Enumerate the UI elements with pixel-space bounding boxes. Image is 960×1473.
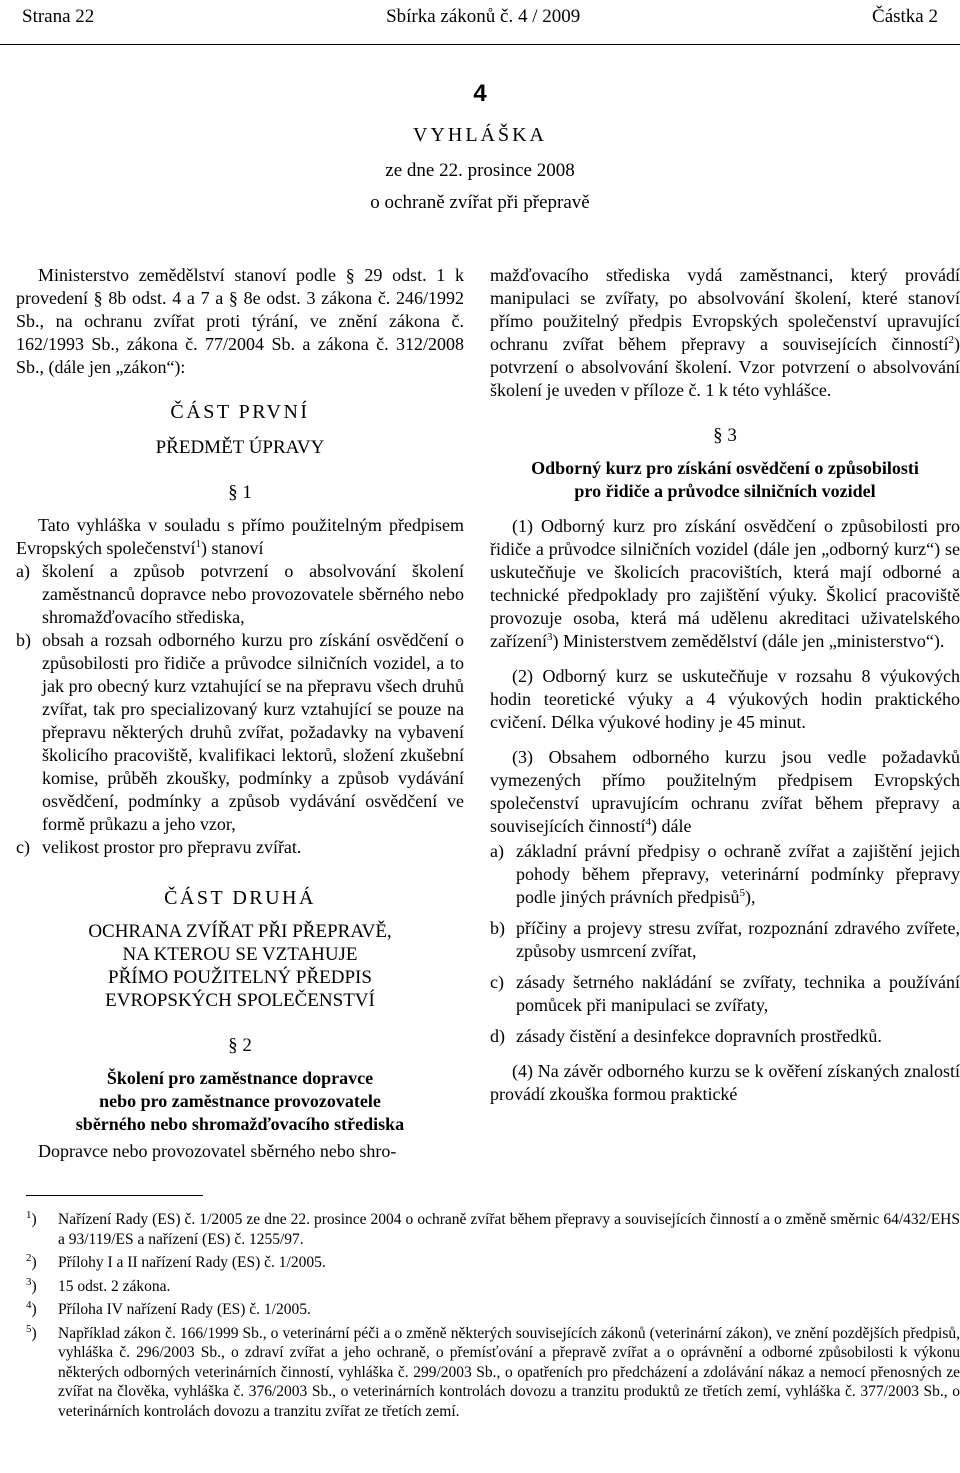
part1-title: PŘEDMĚT ÚPRAVY: [155, 437, 325, 458]
footnote-text: Nařízení Rady (ES) č. 1/2005 ze dne 22. prosince 2004 o ochraně zvířat během přepravy a souvisejících činností a o změně směrnic 64/432/EHS a 93/119/ES a nařízení (ES) č. 1255/97.: [58, 1211, 960, 1248]
footnote-rule: [26, 1195, 203, 1196]
section2-mark: § 2: [228, 1035, 252, 1056]
paragraph-1: [490, 515, 960, 653]
section3-mark: § 3: [713, 425, 737, 446]
item-text: školení a způsob potvrzení o absolvování školení zaměstnanců dopravce nebo provozovatele sběrného nebo shromažďovacího střediska,: [42, 561, 464, 627]
paragraph-3-text: (3) Obsahem odborného kurzu jsou vedle požadavků vymezených přímo použitelným předpisem Evropských společenství upravujícím ochranu zvířat během přepravy a souvisejících činností: [490, 747, 960, 836]
section2-title-line: sběrného nebo shromažďovacího střediska: [75, 1114, 405, 1134]
item-text-tail: ),: [744, 887, 756, 907]
part2-heading: ČÁST DRUHÁ: [164, 887, 316, 909]
footnote-label: $^5$): [26, 1322, 37, 1342]
section3-title: [490, 457, 960, 503]
item-text-body: základní právní předpisy o ochraně zvířat a zajištění jejich pohody během přepravy, veterinární podmínky přepravy podle jiných právních předpisů: [516, 841, 960, 907]
footnote-ref: 4: [645, 816, 651, 828]
section2-text: Dopravce nebo provozovatel sběrného nebo shro-: [38, 1141, 397, 1161]
footnote-mark: 1: [26, 1208, 32, 1221]
list-item: [16, 629, 464, 836]
item-label: d): [490, 1026, 505, 1046]
footnotes: [26, 1210, 960, 1425]
footnote-label: $^2$): [26, 1251, 37, 1271]
list-item: [490, 917, 960, 963]
left-column: [16, 264, 464, 1163]
footnote-mark: 2: [26, 1251, 32, 1264]
footnote-label: $^4$): [26, 1298, 37, 1318]
item-label: b): [16, 630, 31, 650]
footnote: [26, 1300, 960, 1320]
section2-title-line: nebo pro zaměstnance provozovatele: [99, 1091, 381, 1111]
footnote-mark: 5: [26, 1322, 32, 1335]
list-item: [490, 971, 960, 1017]
section2-title: [16, 1067, 464, 1136]
footnote-mark: 4: [26, 1298, 32, 1311]
item-label: c): [16, 837, 30, 857]
item-label: b): [490, 918, 505, 938]
section2-continuation: [490, 264, 960, 402]
paragraph-1-text: (1) Odborný kurz pro získání osvědčení o způsobilosti pro řidiče a průvodce silničních vozidel (dále jen „odborný kurz“) se uskutečňuje ve školicích pracovištích, která mají odborné a technické předpoklady pro zajištění výuky. Školicí pracoviště provozuje osoba, která má udělenu akreditaci uživatelského zařízení: [490, 516, 960, 651]
item-text: obsah a rozsah odborného kurzu pro získání osvědčení o způsobilosti pro řidiče a průvodce silničních vozidel, a to jak pro obecný kurz vztahující se na přepravu všech druhů zvířat, tak pro specializovaný kurz vztahující se pouze na přepravu některých druhů zvířat, požadavky na vybavení školicího pracoviště, kvalifikaci lektorů, složení zkušební komise, průběh zkoušky, podmínky a způsob vydávání osvědčení, podmínky a způsob vydávání osvědčení ve formě průkazu a jeho vzor,: [42, 630, 464, 834]
paragraph-3: [490, 746, 960, 838]
footnote-text: Přílohy I a II nařízení Rady (ES) č. 1/2005.: [58, 1254, 326, 1271]
running-header: [22, 6, 938, 36]
section1-mark: § 1: [228, 482, 252, 503]
page-number: Strana 22: [22, 6, 95, 27]
footnote-text: Například zákon č. 166/1999 Sb., o veterinární péči a o změně některých souvisejících zákonů (veterinární zákon), ve znění pozdějších předpisů, vyhláška č. 296/2003 Sb., o zdraví zvířat a jeho ochraně, o přemísťování a přepravě zvířat a o oprávnění a odborné způsobilosti k výkonu některých odborných veterinárních činností, vyhláška č. 299/2003 Sb., o opatřeních pro předcházení a zdolávání nákaz a nemocí přenosných ze zvířat na člověka, vyhláška č. 376/2003 Sb., o veterinárních kontrolách dovozu a tranzitu produktů ze třetích zemí, vyhláška č. 377/2003 Sb., o veterinárních kontrolách dovozu a tranzitu zvířat ze třetích zemí.: [58, 1324, 960, 1420]
footnote-ref: 2: [948, 334, 954, 346]
item-text: [516, 840, 960, 909]
paragraph-4: (4) Na závěr odborného kurzu se k ověření získaných znalostí provádí zkouška formou praktické: [490, 1061, 960, 1104]
right-column: [490, 264, 960, 1106]
item-label: c): [490, 972, 504, 992]
list-item: [490, 840, 960, 909]
part2-title-line: OCHRANA ZVÍŘAT PŘI PŘEPRAVĚ,: [88, 921, 392, 942]
item-label: a): [16, 561, 30, 581]
footnote: [26, 1253, 960, 1273]
preamble: Ministerstvo zemědělství stanoví podle § 29 odst. 1 k provedení § 8b odst. 4 a 7 a § 8e odst. 3 zákona č. 246/1992 Sb., na ochranu zvířat proti týrání, ve znění zákona č. 162/1993 Sb., zákona č. 77/2004 Sb. a zákona č. 312/2008 Sb., (dále jen „zákon“):: [16, 265, 464, 377]
list-item: [16, 836, 464, 859]
paragraph-1-tail: ) Ministerstvem zemědělství (dále jen „ministerstvo“).: [552, 631, 945, 651]
document-number: 4: [473, 80, 487, 107]
footnote: [26, 1210, 960, 1249]
footnote: [26, 1277, 960, 1297]
footnote-ref: 3: [546, 631, 553, 643]
part1-heading: ČÁST PRVNÍ: [170, 401, 310, 423]
section3-title-line: Odborný kurz pro získání osvědčení o způsobilosti: [531, 458, 919, 478]
paragraph-3-tail: ) dále: [650, 816, 692, 836]
part2-title-line: EVROPSKÝCH SPOLEČENSTVÍ: [105, 990, 375, 1011]
section2-title-line: Školení pro zaměstnance dopravce: [106, 1068, 374, 1088]
continuation-tail: ) potvrzení o absolvování školení. Vzor potvrzení o absolvování školení je uveden v příloze č. 1 k této vyhlášce.: [490, 334, 960, 400]
list-item: [16, 560, 464, 629]
footnote-text: Příloha IV nařízení Rady (ES) č. 1/2005.: [58, 1301, 311, 1318]
footnote-mark: 3: [26, 1275, 32, 1288]
section1-intro-text: Tato vyhláška v souladu s přímo použitelným předpisem Evropských společenství: [16, 515, 464, 558]
continuation-text: mažďovacího střediska vydá zaměstnanci, který provádí manipulaci se zvířaty, po absolvování školení, které stanoví přímo použitelný předpis Evropských společenství upravující ochranu zvířat během přepravy a souvisejících činností: [490, 265, 960, 354]
part2-title-line: PŘÍMO POUŽITELNÝ PŘEDPIS: [108, 967, 372, 988]
item-text: zásady šetrného nakládání se zvířaty, technika a používání pomůcek při manipulaci se zvířaty,: [516, 972, 960, 1015]
part2-title: [16, 920, 464, 1012]
section3-title-line: pro řidiče a průvodce silničních vozidel: [574, 481, 876, 501]
document-date: ze dne 22. prosince 2008: [385, 160, 575, 181]
gazette-part: Částka 2: [872, 6, 938, 27]
document-type: VYHLÁŠKA: [413, 124, 547, 146]
section1-intro: [16, 514, 464, 560]
list-item: [490, 1025, 960, 1048]
paragraph-2: (2) Odborný kurz se uskutečňuje v rozsahu 8 výukových hodin teoretické výuky a 4 výukových hodin praktického cvičení. Délka výukové hodiny je 45 minut.: [490, 666, 960, 732]
footnote-text: 15 odst. 2 zákona.: [58, 1277, 171, 1295]
item-text: velikost prostor pro přepravu zvířat.: [42, 837, 302, 857]
section1-intro-tail: ) stanoví: [200, 538, 264, 558]
footnote-ref: 1: [195, 538, 201, 550]
footnote: [26, 1324, 960, 1422]
part2-title-line: NA KTEROU SE VZTAHUJE: [122, 944, 358, 965]
footnote-label: $^3$): [26, 1275, 37, 1295]
item-label: a): [490, 841, 504, 861]
document-title: o ochraně zvířat při přepravě: [370, 192, 590, 213]
item-text: příčiny a projevy stresu zvířat, rozpoznání zdravého zvířete, způsoby usmrcení zvířat,: [516, 918, 960, 961]
header-rule: [0, 44, 960, 45]
footnote-label: $^1$): [26, 1208, 37, 1228]
item-text: zásady čistění a desinfekce dopravních prostředků.: [516, 1026, 882, 1046]
gazette-issue: Sbírka zákonů č. 4 / 2009: [386, 6, 581, 27]
footnote-ref: 5: [739, 887, 745, 899]
